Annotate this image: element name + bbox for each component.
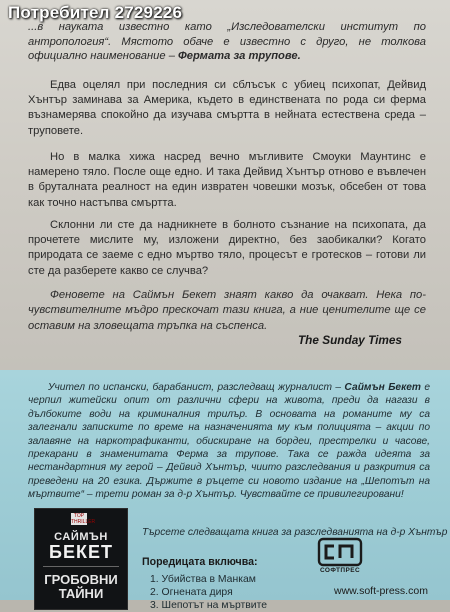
bio-part-1: Учител по испански, барабанист, разследващ журналист –	[48, 382, 345, 393]
intro-text	[28, 20, 426, 64]
series-order-label: Поредицата включва:	[142, 556, 258, 568]
author-bio	[28, 381, 430, 502]
synopsis-paragraph-3: Склонни ли сте да надникнете в болното съзнание на психопата, да прочетете мислите му, изложени директно, без заобикалки? Когато природата се заеме с едно мъртво тяло, процесът е гротесков – готови ли сте да разберете какво се случва?	[28, 219, 426, 277]
publisher-logo-icon	[318, 538, 362, 566]
praise-quote: Феновете на Саймън Бекет знаят какво да очакват. Нека по-чувствителните мъдро прескочат тази книга, а ние ценителите ще се оставим на зловещата тръпка на съспенса.	[28, 289, 426, 332]
publisher-website[interactable]: www.soft-press.com	[334, 585, 428, 597]
series-list	[150, 573, 267, 612]
user-watermark: Потребител 2729226	[8, 3, 183, 22]
thumbnail-divider	[43, 566, 119, 567]
series-list-item: 2. Огнената диря	[150, 587, 233, 598]
thumbnail-author-last: БЕКЕТ	[49, 542, 113, 562]
publisher-name: СОФТПРЕС	[319, 567, 361, 574]
series-list-item: 1. Убийства в Манкам	[150, 574, 256, 585]
thumbnail-badge: TOP THRILLER	[71, 513, 96, 525]
next-book-thumbnail	[34, 508, 128, 610]
series-list-item: 3. Шепотът на мъртвите	[150, 600, 268, 611]
synopsis-paragraph-2: Но в малка хижа насред вечно мъгливите Смоуки Маунтинс е намерено тяло. После още едно. И така Дейвид Хънтър отново е въвлечен в бруталната реалност на един извратен човешки мозък, обсебен от това как точно настъпва смъртта.	[28, 151, 426, 209]
bio-author-name: Саймън Бекет	[344, 382, 421, 393]
thumbnail-title: ГРОБОВНИ ТАЙНИ	[44, 572, 118, 601]
intro-highlight: Фермата за трупове.	[178, 50, 301, 63]
bio-part-2: е черпил житейски опит от различни сфери на живота, преди да нагази в дълбоките води на криминалния трилър. В основата на романите му са залегнали записките по време на назначенията му към полицията – акции по залавяне на наркотрафиканти, обискиране на бордеи, престрелки и часове, прекарани в знаменитата Ферма за трупове. Така се ражда идеята за нестандартния му герой – Дейвид Хънтър, чиито разследвания и разкрития са преведени на 20 езика. Държите в ръцете си новото издание на „Шепотът на мъртвите“ – трети роман за д-р Хънтър. Чувствайте се привилегировани!	[28, 382, 431, 501]
thumbnail-author-first: САЙМЪН	[54, 531, 108, 543]
synopsis-paragraph-1: Едва оцелял при последния си сблъсък с убиец психопат, Дейвид Хънтър заминава за Америка, където в единствената по рода си ферма възнамерява спокойно да изучава смъртта в нейната естествена среда – труповете.	[28, 79, 426, 137]
praise-source: The Sunday Times	[297, 333, 402, 347]
intro-text-part: ...в науката известно като „Изследователски институт по антропология“. Мястото обаче е известно с друго, не толкова официално наименование –	[28, 21, 426, 63]
series-heading: Търсете следващата книга за разследванията на д-р Хънтър	[142, 527, 448, 538]
